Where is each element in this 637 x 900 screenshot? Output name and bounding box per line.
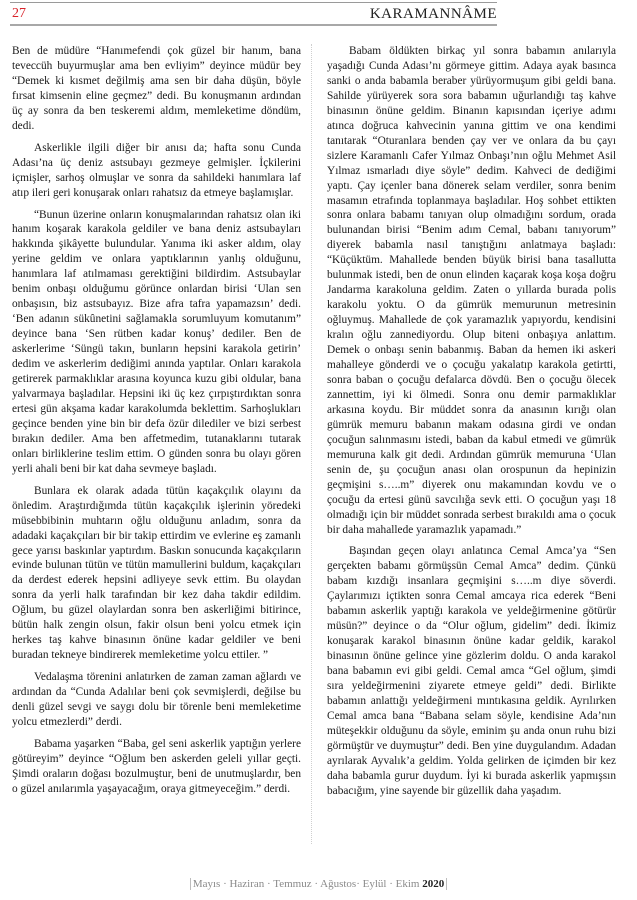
paragraph: “Bunun üzerine onların konuşmalarından rahatsız olan iki hanım koşarak karakola geldiler ve bana deniz astsubayları hakkında şikâyette bulundular. Yanıma iki asker aldım, olay yerine geldim ve onlara yaptıklarının yanlış olduğunu, hanımlara laf atılmaması gerektiğini bildirdim. Astsubaylar benim onbaşı olduğumu görünce onlardan birisi ‘Ulan sen onbaşısın, biz astsubayız. Bize afra tafra yapamazsın’ dedi. ‘Ben adanın sükûnetini sağlamakla sorumluyum komutanım” deyince bana ‘Sen rütben kadar konuş’ dediler. Ben de askerlerime ‘Süngü takın, bunların hepsini karakola getirin’ dedim ve askerlerim dediğimi anında yaptılar. Onları karakola getirerek parmaklıklar arasına koyunca kuzu gibi oldular, bana yalvarmaya başladılar. Hepsini iki üç kez çırpıştırdıktan sonra ertesi gün akşama kadar karakolumda beklettim. Sarhoşlukları geçince benden yine bin bir defa özür dilediler ve bizi serbest bırakın dediler. Ama ben affetmedim, tutanaklarını tutarak onları birliklerine teslim ettim. O günden sonra bu olayı gören yerli ahali beni bir kat daha sevmeye başladı. [12, 208, 301, 475]
page-number: 27 [12, 6, 26, 21]
issue-info [190, 878, 447, 890]
paragraph: Askerlikle ilgili diğer bir anısı da; hafta sonu Cunda Adası’na üç deniz astsubayı gezmeye gelmişler. İçkilerini içmişler, sarhoş olmuşlar ve sonra da sahildeki hanımlara laf atıp ileri geri konuşarak onları rahatsız da etmeye başlamışlar. [12, 141, 301, 199]
right-column [327, 44, 616, 806]
issue-year: 2020 [422, 878, 445, 890]
header-top-rule [10, 2, 497, 3]
paragraph: Babam öldükten birkaç yıl sonra babamın anılarıyla yaşadığı Cunda Adası’nı görmeye gittim. Adaya ayak basınca sanki o anda babamla beraber yürüyormuşum gibi geldi bana. Sahilde yürüyerek sora sora babamın uğurlandığı taş kahve binasının önüne geldim. Binanın kapısından içeriye adımı atınca doğruca kahvecinin yanına gittim ve ona kendimi tanıtarak “Oturanlara benden çay ver ve onlara da bu çayı sizlere Karamanlı Cafer Yılmaz Onbaşı’nın oğlu Mehmet Asil Yılmaz ısmarladı diye söyle” dedim. Kahveci de dediğimi yaptı. Çay içenler bana dönerek selam verdiler, sonra benim masamın etrafında toplanmaya başladılar. Hoş sohbet ettikten sonra onlara babamı tanıyan olup olmadığını sordum, orada bulunandan birisi “Benim adım Cemal, babanı tanıyorum” diyerek babamla nasıl tanıştığını anlatmaya başladı: “Küçüktüm. Mahallede benden büyük birisi bana tasallutta bulunmak istedi, ben de onun elinden kaçarak koşa koşa doğru Jandarma karakoluna geldim. Zaten o yıllarda burada polis karakolu yoktu. O da gümrük memurunun metresinin oğluymuş. Mahallede de çok yaramazlık yapıyordu, kendisini kralın oğlu zannediyordu. Olup biteni onbaşıya anlattım. Demek o onbaşı senin babanmış. Baban da hemen iki askeri mahalleye gönderdi ve o çocuğu yakalatıp karakola getirtti, sonra baban o çocuğu defalarca dövdü. Ben o çocuğu ölecek zannettim, iyi ki ölmedi. Sonra onu demir parmaklıklar arkasına koydu. Bir müddet sonra da anasının kırığı olan gümrük memuru babanın makam odasına girdi ve ondan çocuğun salınmasını istedi, baban da kabul etmedi ve gümrük memuruna kalk git dedi. Ardından gümrük memuruna ‘Ulan senin de, şu çocuğun anası olan orospunun da hepinizin geçmişini s…..m” diyerek onu makamından kovdu ve o çocuğu da ertesi günü savcılığa sevk etti. O çocuğun yaşı 18 olmadığı için bir müddet sonrada serbest bırakıldı ama o çocuk bir daha mahallede yaramazlık yapamadı.” [327, 45, 616, 536]
left-column [12, 44, 301, 806]
paragraph: Vedalaşma törenini anlatırken de zaman zaman ağlardı ve ardından da “Cunda Adalılar beni çok sevmişlerdi, değilse bu denli güzel sevgi ve saygı dolu bir törenle beni memleketime yolcu etmezlerdi” derdi. [12, 671, 301, 728]
header-bottom-rule [10, 24, 497, 26]
paragraph: Bunlara ek olarak adada tütün kaçakçılık olayını da önledim. Araştırdığımda tütün kaçakçılık işlerinin yöredeki müsebbibinin muhtarın oğlu olduğunu anladım, sonra da adadaki kaçakçıları bir bir takip ettirdim ve evlerine eş zamanlı gece yarısı baskınlar yaptırdım. Baskın sonucunda kaçakçıların evinde bulunan tütün ve tütün mamullerini buldum, kaçakçıları da derdest ederek hepsini adliyeye sevk ettim. Bu olaydan sonra da yerli halk tarafından bir kez daha takdir edildim. Oğlum, bu güzel olaylardan sonra ben askerliğimi bitirince, bütün halk zengin olsun, fakir olsun beni yolcu etmek için herkes taş kahve binasının önüne kadar geldiler ve beni buradan tekneye bindirerek memleketime yolcu ettiler. ” [12, 484, 301, 662]
paragraph: Başından geçen olayı anlatınca Cemal Amca’ya “Sen gerçekten babamı görmüşsün Cemal Amca” dedim. Çünkü babam kızdığı insanlara geçmişini s…..m diye söverdi. Çaylarımızı içtikten sonra Cemal amcaya rica ederek “Beni babamın askerlik yaptığı karakola ve yeldeğirmenine götürür müsün?” deyince o da “Olur oğlum, gidelim” dedi. İkimiz konuşarak karakol binasının önüne kadar geldik, karakol binasının önüne gelince yine gözlerim doldu. O anda karakol bana babamın evi gibi geldi. Cemal amca “Gel oğlum, şimdi sıra yeldeğirmenini ziyarete etmeye geldi” dedi. Birlikte babamın anlattığı yeldeğirmeni mıntıkasına geldik. Ayrılırken Cemal amca bana “Babana selam söyle, kendisine Ada’nın müteşekkir olduğunu da söyle, eminim şu anda onun ruhu bizi görmüştür ve duymuştur” dedi. Ben yine duygulandım. Adadan ayrılarak Ayvalık’a geldim. Yolda gelirken de içimden bir kez daha babamla gurur duydum. İyi ki burada askerlik yapmışsın babacığım, yine sayende bir güzellik daha yaşadım. [327, 545, 616, 797]
issue-months: Mayıs · Haziran · Temmuz · Ağustos· Eylül · Ekim [192, 878, 420, 890]
paragraph: Babama yaşarken “Baba, gel seni askerlik yaptığın yerlere götüreyim” deyince “Oğlum ben askerden geleli yıllar geçti. Şimdi oraların doğası bozulmuştur, beni de unutmuşlardır, ben o güzel anılarımla yaşayacağım, oraya gitmeyeceğim.” derdi. [12, 737, 301, 795]
article-body [12, 44, 625, 806]
page-header [10, 2, 497, 24]
page-footer [0, 878, 637, 890]
magazine-title: KARAMANNÂME [369, 6, 497, 22]
paragraph: Ben de müdüre “Hanımefendi çok güzel bir hanım, bana teveccüh buyurmuşlar ama ben evliyim” deyince müdür bey “Demek ki kısmet değilmiş ama sen bir daha düşün, böyle fırsat kimsenin eline geçmez” dedi. Bu konuşmanın ardından üç ay sonra da ben teskeremi aldım, memleketime döndüm, dedi. [12, 45, 301, 132]
